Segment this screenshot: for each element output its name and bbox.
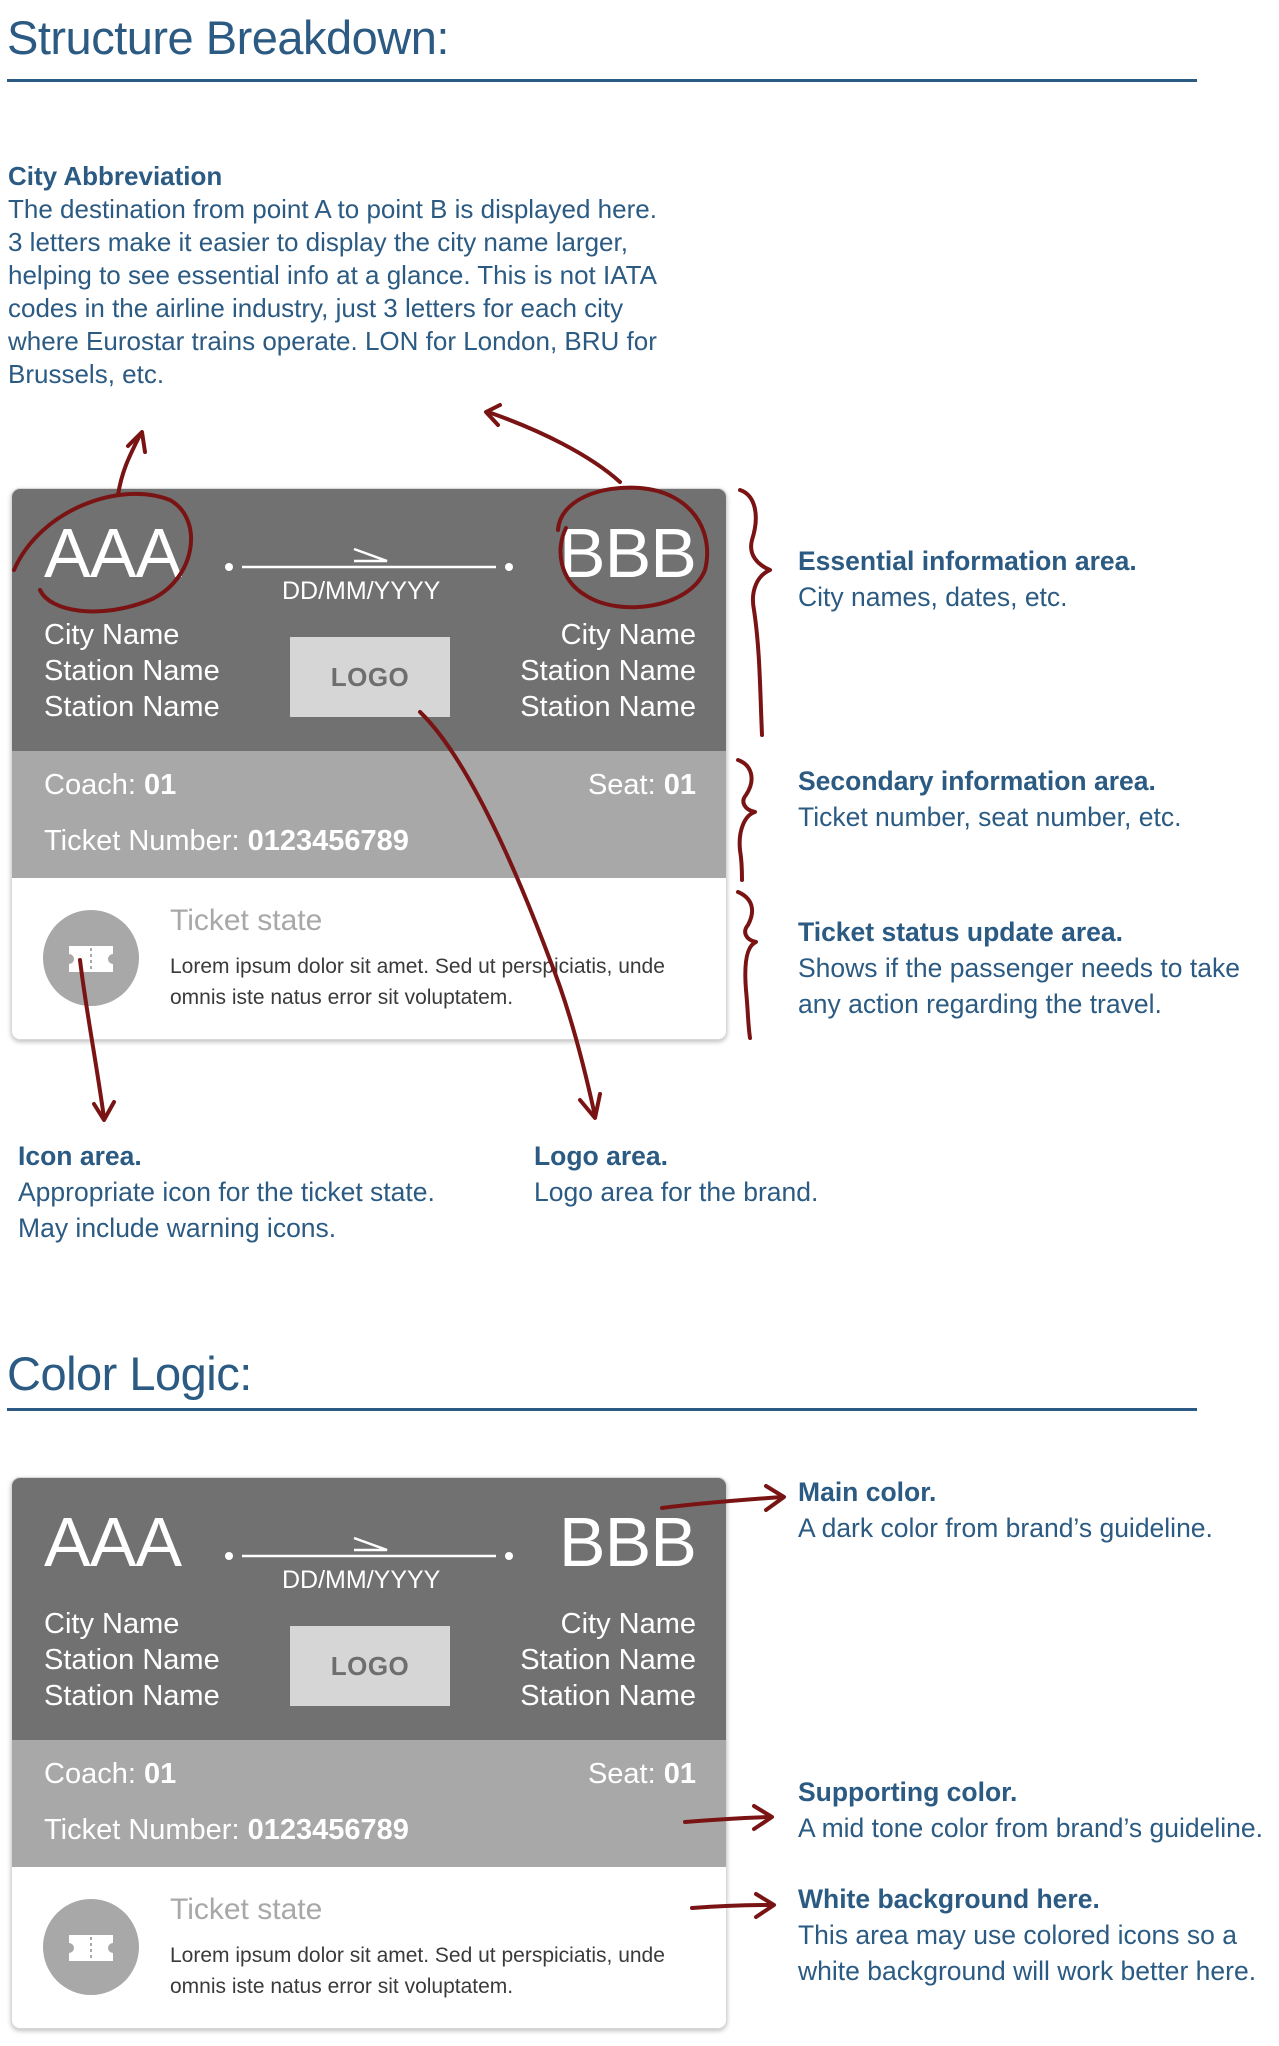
origin-code: AAA	[44, 514, 182, 592]
ticket-state-text: Lorem ipsum dolor sit amet. Sed ut perspiciatis, unde omnis iste natus error sit voluptatem.	[170, 1944, 665, 1998]
logo-area-note	[534, 1138, 994, 1210]
status-note	[798, 914, 1248, 1022]
ticket-state-title: Ticket state	[170, 904, 323, 937]
origin-city: City Name	[44, 1608, 180, 1640]
ticket-state-title: Ticket state	[170, 1893, 323, 1926]
ticket-number-label: Ticket Number:	[44, 1814, 240, 1846]
supporting-color-area	[12, 1740, 726, 1867]
destination-code: BBB	[558, 514, 696, 592]
essential-info-area	[12, 489, 726, 751]
secondary-note	[798, 763, 1268, 835]
travel-date: DD/MM/YYYY	[282, 577, 441, 605]
ticket-state-text: Lorem ipsum dolor sit amet. Sed ut perspiciatis, unde omnis iste natus error sit voluptatem.	[170, 955, 665, 1009]
destination-station: Station Name	[520, 655, 696, 687]
supporting-color-title: Supporting color.	[798, 1777, 1018, 1807]
ticket-color	[11, 1477, 727, 2029]
coach-label: Coach:	[44, 1758, 136, 1790]
destination-station: Station Name	[520, 1644, 696, 1676]
destination-code: BBB	[558, 1503, 696, 1581]
icon-area-title: Icon area.	[18, 1141, 142, 1171]
supporting-color-note	[798, 1774, 1273, 1846]
logo-placeholder: LOGO	[290, 637, 450, 717]
structure-rule	[7, 79, 1197, 82]
icon-area-note	[18, 1138, 478, 1246]
coach-label: Coach:	[44, 769, 136, 801]
supporting-color-text: A mid tone color from brand’s guideline.	[798, 1813, 1263, 1843]
ticket-state-icon-circle	[43, 910, 139, 1006]
status-text: Shows if the passenger needs to take any action regarding the travel.	[798, 953, 1240, 1019]
main-color-text: A dark color from brand’s guideline.	[798, 1513, 1213, 1543]
coach-info	[44, 769, 176, 802]
bbb-arrow-mark	[488, 412, 620, 482]
ticket-number-value: 0123456789	[247, 825, 409, 857]
origin-details	[44, 617, 220, 725]
destination-details	[520, 1606, 696, 1714]
logo-area-text: Logo area for the brand.	[534, 1177, 819, 1207]
secondary-text: Ticket number, seat number, etc.	[798, 802, 1182, 832]
route-arrow-icon	[224, 1536, 514, 1562]
coach-value: 01	[143, 769, 177, 801]
icon-area-text: Appropriate icon for the ticket state. May include warning icons.	[18, 1177, 435, 1243]
secondary-brace-mark	[738, 760, 755, 880]
white-background-area	[12, 1867, 726, 2028]
ticket-icon	[43, 1899, 139, 1995]
main-color-area	[12, 1478, 726, 1740]
main-color-note	[798, 1474, 1268, 1546]
origin-details	[44, 1606, 220, 1714]
coach-value: 01	[143, 1758, 177, 1790]
secondary-title: Secondary information area.	[798, 766, 1156, 796]
destination-city: City Name	[560, 619, 696, 651]
status-brace-mark	[738, 892, 756, 1038]
seat-value: 01	[663, 769, 696, 801]
route-arrow-icon	[224, 547, 514, 573]
ticket-icon	[43, 910, 139, 1006]
origin-city: City Name	[44, 619, 180, 651]
origin-station-2: Station Name	[44, 691, 220, 723]
seat-value: 01	[663, 1758, 696, 1790]
destination-station-2: Station Name	[520, 691, 696, 723]
essential-brace-mark	[740, 490, 770, 735]
origin-station-2: Station Name	[44, 1680, 220, 1712]
structure-heading: Structure Breakdown:	[7, 11, 449, 64]
white-background-text: This area may use colored icons so a white background will work better here.	[798, 1920, 1257, 1986]
destination-station-2: Station Name	[520, 1680, 696, 1712]
white-background-title: White background here.	[798, 1884, 1100, 1914]
white-background-note	[798, 1881, 1273, 1989]
origin-station: Station Name	[44, 655, 220, 687]
main-color-title: Main color.	[798, 1477, 937, 1507]
essential-text: City names, dates, etc.	[798, 582, 1068, 612]
city-abbreviation-text: The destination from point A to point B is displayed here. 3 letters make it easier to display the city name larger, helping to see essential info at a glance. This is not IATA codes in the airline industry, just 3 letters for each city where Eurostar trains operate. LON for London, BRU for Brussels, etc.	[8, 194, 657, 389]
essential-title: Essential information area.	[798, 546, 1137, 576]
seat-info	[588, 769, 696, 802]
ticket-number-value: 0123456789	[247, 1814, 409, 1846]
status-title: Ticket status update area.	[798, 917, 1124, 947]
city-abbreviation-note	[8, 160, 658, 391]
ticket-structure	[11, 488, 727, 1040]
destination-details	[520, 617, 696, 725]
origin-station: Station Name	[44, 1644, 220, 1676]
color-heading: Color Logic:	[7, 1347, 252, 1400]
ticket-status-area	[12, 878, 726, 1039]
ticket-number-label: Ticket Number:	[44, 825, 240, 857]
color-rule	[7, 1408, 1197, 1411]
seat-label: Seat:	[587, 1758, 656, 1790]
destination-city: City Name	[560, 1608, 696, 1640]
ticket-number	[44, 825, 409, 858]
city-abbreviation-title: City Abbreviation	[8, 161, 223, 191]
origin-code: AAA	[44, 1503, 182, 1581]
travel-date: DD/MM/YYYY	[282, 1566, 441, 1594]
seat-label: Seat:	[587, 769, 656, 801]
aaa-arrow-mark	[118, 435, 140, 495]
ticket-state-icon-circle	[43, 1899, 139, 1995]
ticket-number	[44, 1814, 409, 1847]
logo-area-title: Logo area.	[534, 1141, 669, 1171]
secondary-info-area	[12, 751, 726, 878]
logo-placeholder: LOGO	[290, 1626, 450, 1706]
coach-info	[44, 1758, 176, 1791]
essential-note	[798, 543, 1268, 615]
seat-info	[588, 1758, 696, 1791]
